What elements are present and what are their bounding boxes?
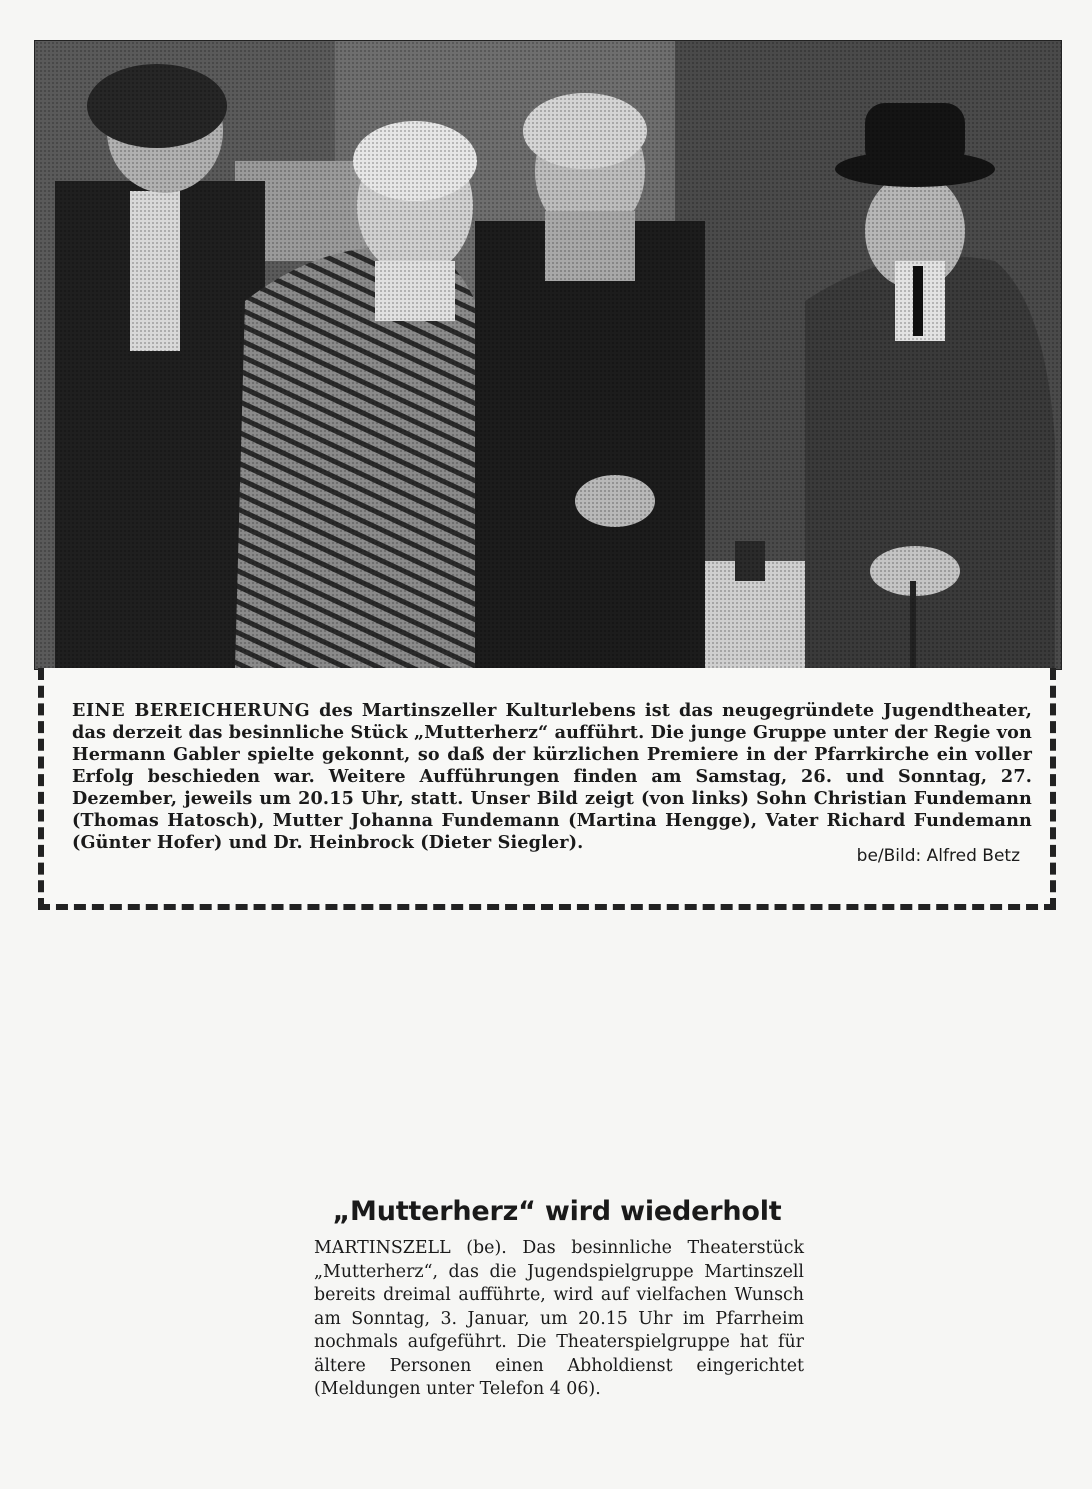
photo-credit: be/Bild: Alfred Betz [856,846,1020,866]
photo-caption-box [38,668,1056,910]
group-photo [34,40,1062,670]
caption-text: des Martinszeller Kulturlebens ist das neugegründete Jugendtheater, das derzeit das besinnliche Stück „Mutterherz“ aufführt. Die junge Gruppe unter der Regie von Hermann Gabler spielte gekonnt, so daß der kürzlichen Premiere in der Pfarrkirche ein voller Erfolg beschieden war. Weitere Aufführungen finden am Samstag, 26. und Sonntag, 27. Dezember, jeweils um 20.15 Uhr, statt. Unser Bild zeigt (von links) Sohn Christian Fundemann (Thomas Hatosch), Mutter Johanna Fundemann (Martina Hengge), Vater Richard Fundemann (Günter Hofer) und Dr. Heinbrock (Dieter Siegler). [72,699,1032,853]
group-photo-illustration [35,41,1061,669]
article-headline: „Mutterherz“ wird wiederholt [332,1196,782,1227]
newspaper-article [310,1196,804,1402]
photo-caption [72,700,1032,854]
newspaper-clipping-photo-caption [34,40,1060,914]
caption-lead: EINE BEREICHERUNG [72,699,311,721]
article-body: MARTINSZELL (be). Das besinnliche Theaterstück „Mutterherz“, das die Jugendspielgruppe Martinszell bereits dreimal aufführte, wird auf vielfachen Wunsch am Sonntag, 3. Januar, um 20.15 Uhr im Pfarrheim nochmals aufgeführt. Die Theaterspielgruppe hat für ältere Personen einen Abholdienst eingerichtet (Meldungen unter Telefon 4 06). [314,1238,804,1399]
